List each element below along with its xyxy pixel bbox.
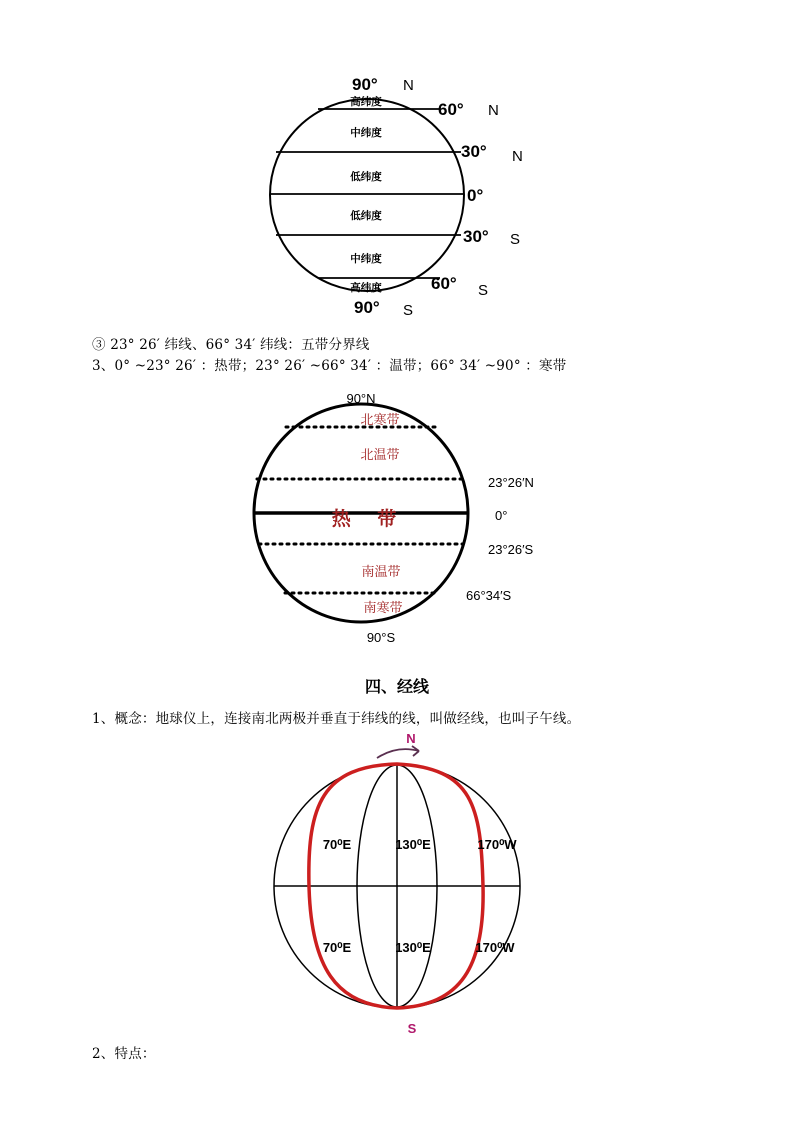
pole-south-label: S xyxy=(407,1021,417,1036)
label-0deg: 0° xyxy=(495,508,508,523)
hemi-s-3: S xyxy=(403,302,414,319)
five-zones-text: 3、0° ~23° 26′ ：热带；23° 26′ ~66° 34′ ：温带；66° 34′ ~90° ：寒带 xyxy=(92,358,567,374)
zone-label-low-s: 低纬度 xyxy=(350,210,382,222)
label-2326n: 23°26′N xyxy=(488,475,534,490)
zone-label-high-s: 高纬度 xyxy=(350,282,382,294)
hemi-n-2: N xyxy=(488,102,499,119)
label-170w-bottom: 170⁰W xyxy=(475,940,515,955)
label-90n: 90°N xyxy=(346,391,376,406)
deg-90s: 90° xyxy=(354,298,380,317)
hemi-n-1: N xyxy=(403,77,414,94)
zone-label-high-n: 高纬度 xyxy=(350,96,382,108)
meridian-features-text: 2、特点： xyxy=(92,1046,156,1062)
deg-60n: 60° xyxy=(438,100,464,119)
meridian-concept-text: 1、概念：地球仪上，连接南北两极并垂直于纬线的线，叫做经线，也叫子午线。 xyxy=(92,711,581,727)
deg-90n: 90° xyxy=(352,75,378,94)
label-north-frigid: 北寒带 xyxy=(360,413,400,428)
rotation-arrow-icon xyxy=(377,749,419,758)
hemi-n-3: N xyxy=(512,148,523,165)
boundary-line-text: ③ 23° 26′ 纬线、66° 34′ 纬线：五带分界线 xyxy=(92,337,370,353)
deg-30n: 30° xyxy=(461,142,487,161)
label-70e-bottom: 70⁰E xyxy=(322,940,352,955)
label-170w-top: 170⁰W xyxy=(477,837,517,852)
zone-label-mid-s: 中纬度 xyxy=(350,253,382,265)
label-south-temperate: 南温带 xyxy=(361,565,401,580)
deg-0: 0° xyxy=(467,186,484,205)
zone-label-mid-n: 中纬度 xyxy=(350,127,382,139)
label-130e-top: 130⁰E xyxy=(395,837,431,852)
five-zones-diagram xyxy=(240,382,560,652)
label-north-temperate: 北温带 xyxy=(360,448,400,463)
label-70e-top: 70⁰E xyxy=(322,837,352,852)
label-south-frigid: 南寒带 xyxy=(363,601,403,616)
latitude-zones-diagram xyxy=(260,70,550,320)
section-title-meridians: 四、经线 xyxy=(364,677,429,696)
deg-30s: 30° xyxy=(463,227,489,246)
label-tropical: 热 带 xyxy=(331,508,397,530)
pole-north-label: N xyxy=(406,731,416,746)
zone-label-low-n: 低纬度 xyxy=(350,171,382,183)
label-90s: 90°S xyxy=(366,630,396,645)
label-2326s: 23°26′S xyxy=(488,542,534,557)
label-6634s: 66°34′S xyxy=(466,588,512,603)
hemi-s-2: S xyxy=(478,282,489,299)
meridians-diagram xyxy=(265,726,535,1041)
hemi-s-1: S xyxy=(510,231,521,248)
label-130e-bottom: 130⁰E xyxy=(395,940,431,955)
deg-60s: 60° xyxy=(431,274,457,293)
